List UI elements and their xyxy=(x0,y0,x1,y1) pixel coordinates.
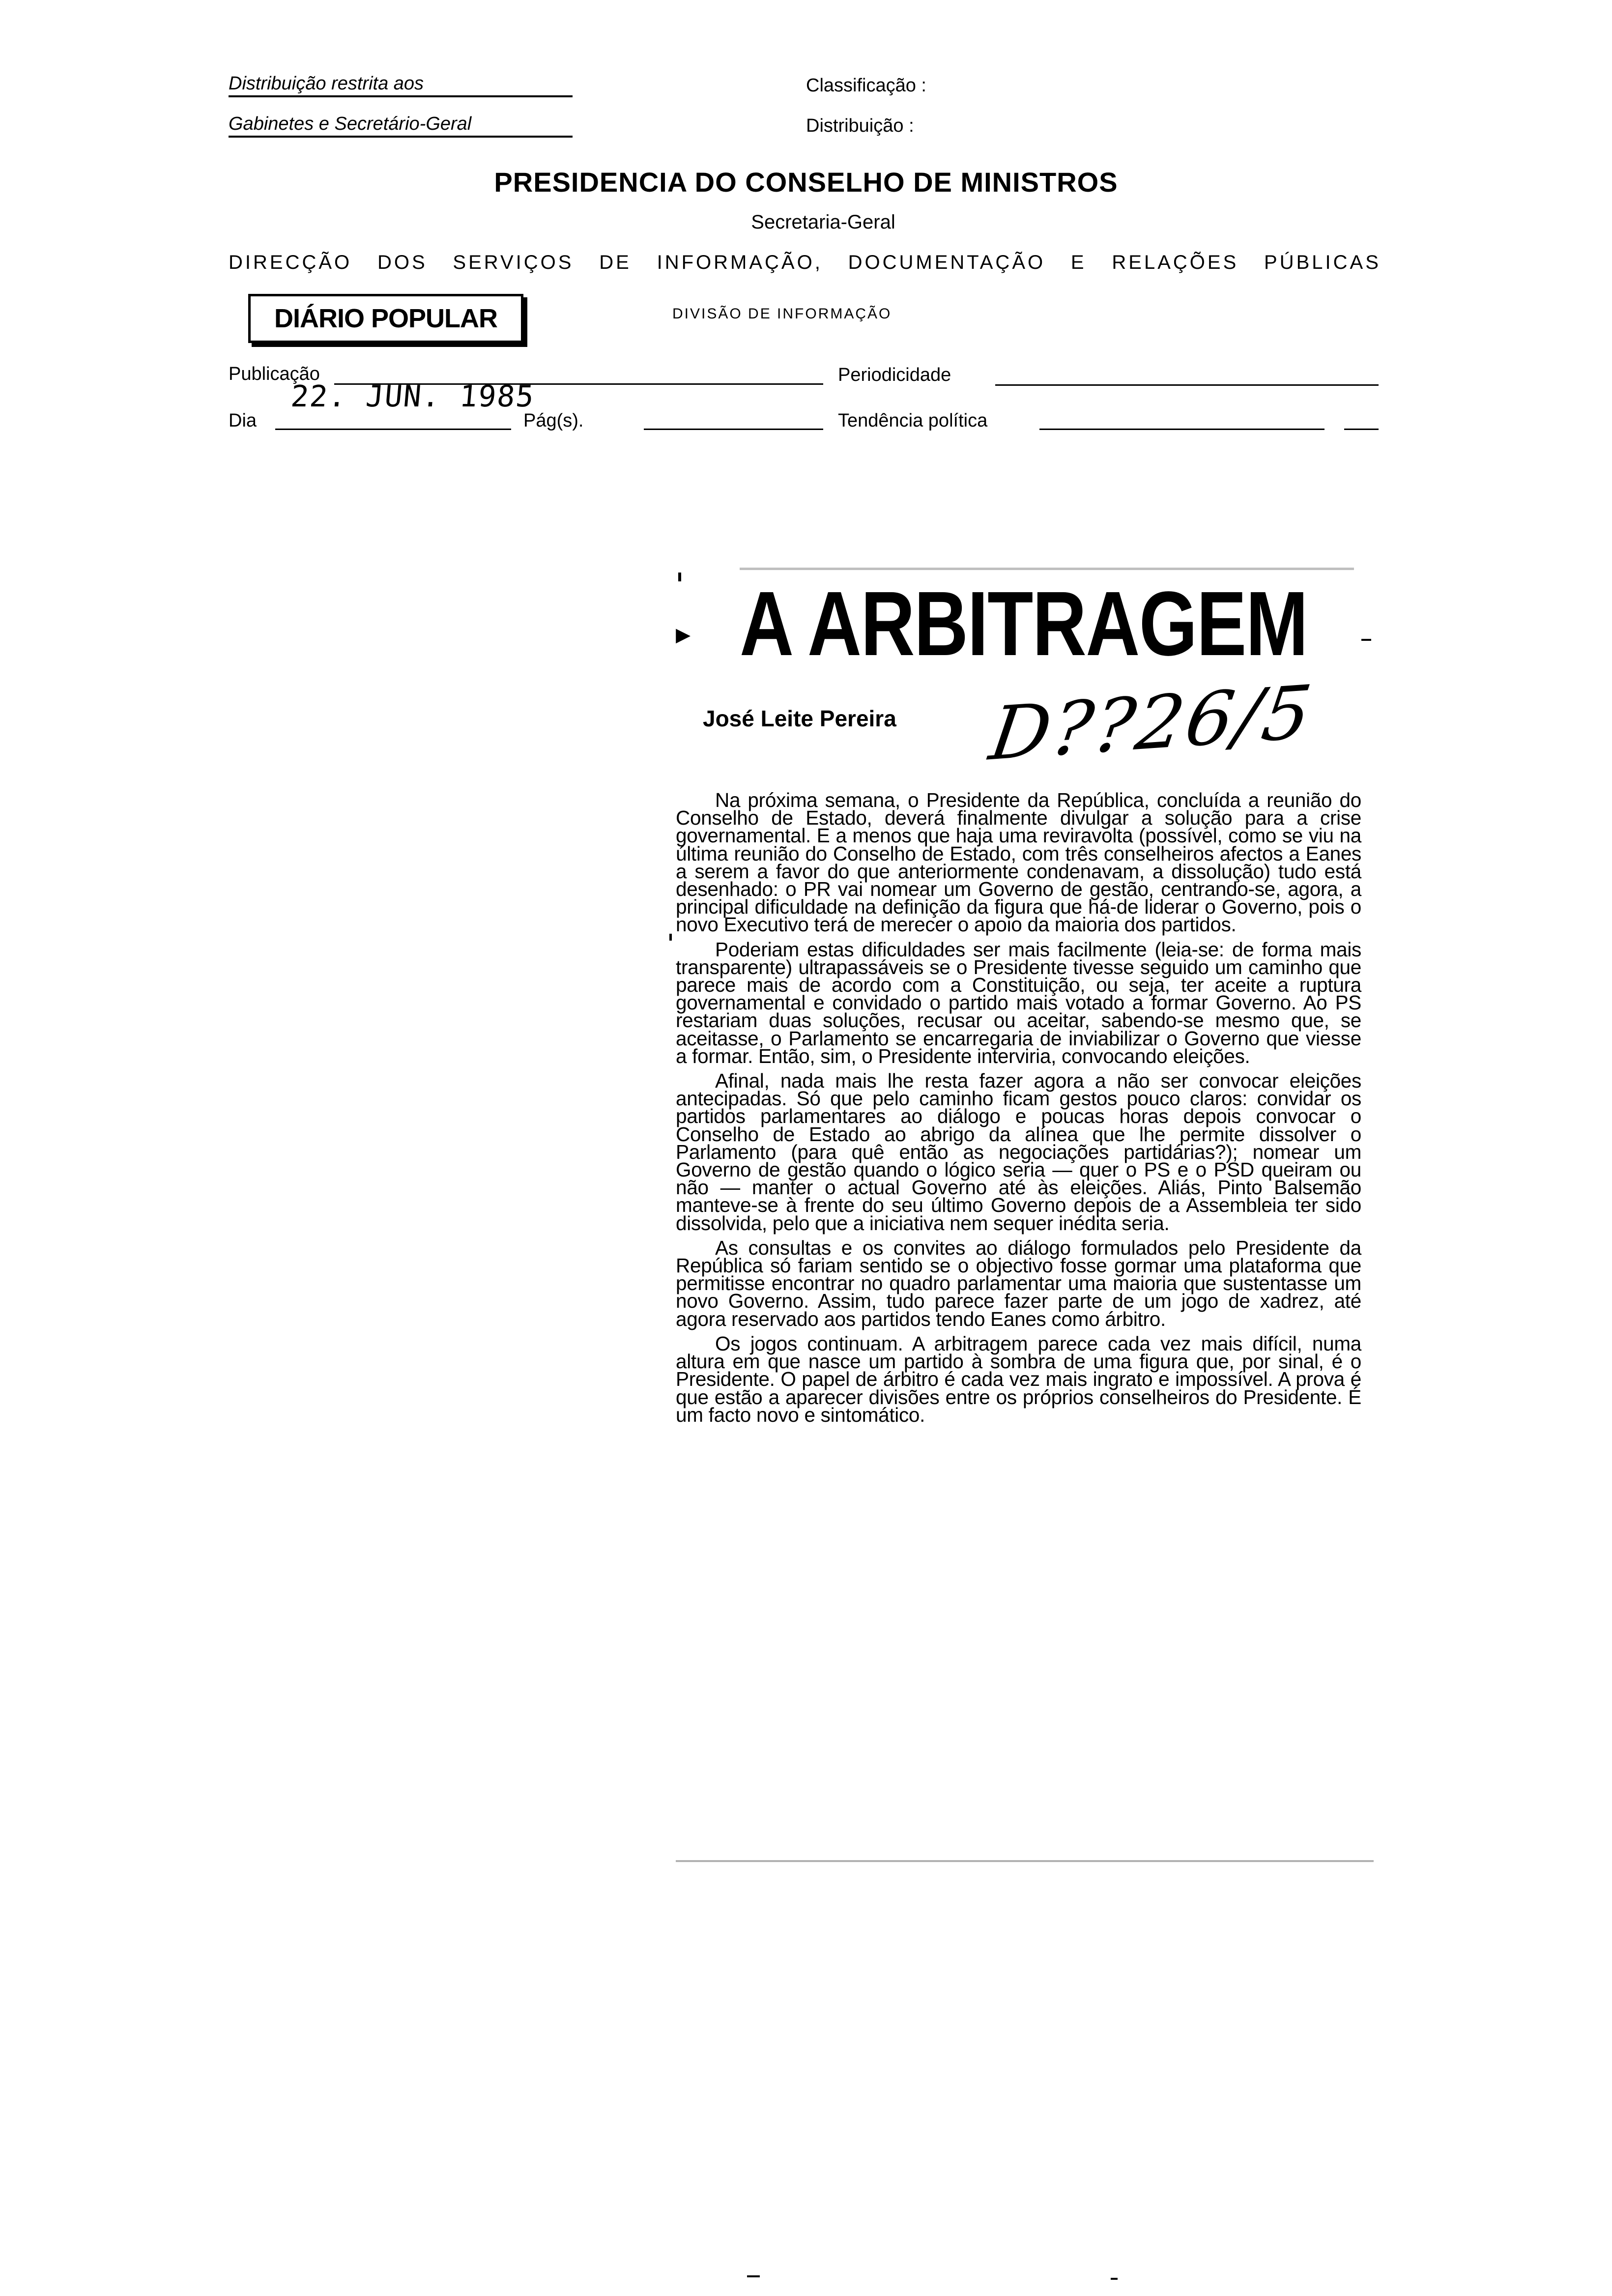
department-word: DE xyxy=(599,252,632,273)
article-paragraph: Os jogos continuam. A arbitragem parece cada vez mais difícil, numa altura em que nasce um partido à sombra de uma figura que, por sinal, é o Presidente. O papel de árbitro é cada vez mais ingrato e impossível. A prova é que estão a aparecer divisões entre os próprios conselheiros do Presidente. É um facto novo e sintomático. xyxy=(676,1332,1361,1426)
handwritten-date: 22. JUN. 1985 xyxy=(289,379,536,414)
division-label: DIVISÃO DE INFORMAÇÃO xyxy=(672,306,892,322)
clipping-bottom-edge xyxy=(676,1860,1374,1862)
clipping-mark: ▸ xyxy=(676,617,691,650)
scan-speck xyxy=(669,934,672,941)
article-paragraph: Poderiam estas dificuldades ser mais facilmente (leia-se: de forma mais transparente) ultrapassáveis se o Presidente tivesse seguido um caminho que parece mais de acordo com a Constituição, ou seja, ter aceite a ruptura governamental e convidado o partido mais votado a formar Governo. Ao PS restariam duas soluções, recusar ou aceitar, sabendo-se mesmo que, se aceitasse, o Parlamento se encarregaria de inviabilizar o Governo que viesse a formar. Então, sim, o Presidente interviria, convocando eleições. xyxy=(676,938,1361,1067)
department-word: PÚBLICAS xyxy=(1264,252,1381,273)
distribution-note-line1: Distribuição restrita aos xyxy=(229,73,573,97)
publication-stamp xyxy=(248,294,523,343)
clipping-top-edge xyxy=(740,568,1354,570)
handwritten-reference: D??26/5 xyxy=(984,669,1319,777)
department-word: E xyxy=(1070,252,1087,273)
department-word: DOCUMENTAÇÃO xyxy=(848,252,1046,273)
publication-stamp-text: DIÁRIO POPULAR xyxy=(274,304,498,333)
distribution-note-line2: Gabinetes e Secretário-Geral xyxy=(229,113,573,138)
department-word: INFORMAÇÃO, xyxy=(657,252,823,273)
scan-speck xyxy=(1361,639,1371,641)
scan-speck xyxy=(678,573,681,581)
article-body xyxy=(676,791,1361,1431)
pages-line xyxy=(644,429,823,430)
publication-label: Publicação xyxy=(229,364,320,384)
scan-speck xyxy=(747,2275,760,2277)
classification-label: Classificação : xyxy=(806,75,926,96)
headline: A ARBITRAGEM xyxy=(740,573,1308,675)
author-byline: José Leite Pereira xyxy=(703,706,896,731)
stamp-shadow-bottom xyxy=(252,343,527,347)
scan-speck xyxy=(1111,2278,1118,2280)
department-word: DIRECÇÃO xyxy=(229,252,352,273)
day-label: Dia xyxy=(229,410,257,431)
pages-label: Pág(s). xyxy=(523,410,584,431)
institution-title: PRESIDENCIA DO CONSELHO DE MINISTROS xyxy=(494,167,1118,198)
department-title xyxy=(229,252,1381,274)
article-paragraph: As consultas e os convites ao diálogo formulados pelo Presidente da República só fariam sentido se o objectivo fosse gormar uma plataforma que permitisse encontrar no quadro parlamentar uma maioria que sustentasse um novo Governo. Assim, tudo parece fazer parte de um jogo de xadrez, até agora reservado aos partidos tendo Eanes como árbitro. xyxy=(676,1236,1361,1330)
department-word: DOS xyxy=(377,252,428,273)
article-paragraph: Na próxima semana, o Presidente da República, concluída a reunião do Conselho de Estado, deverá finalmente divulgar a solução para a crise governamental. E a menos que haja uma reviravolta (possível, como se viu na última reunião do Conselho de Estado, com três conselheiros afectos a Eanes a serem a favor do que anteriormente condenavam, a dissolução) tudo está desenhado: o PR vai nomear um Governo de gestão, centrando-se, agora, a principal dificuldade na definição da figura que há-de liderar o Governo, pois o novo Executivo terá de merecer o apoio da maioria dos partidos. xyxy=(676,789,1361,936)
article-paragraph: Afinal, nada mais lhe resta fazer agora a não ser convocar eleições antecipadas. Só que pelo caminho ficam gestos pouco claros: convidar os partidos parlamentares ao diálogo e poucas horas depois convocar o Conselho de Estado ao abrigo da alínea que lhe permite dissolver o Parlamento (para quê então as negociações partidárias?); nomear um Governo de gestão quando o lógico seria — quer o PS e o PSD queiram ou não — manter o actual Governo até às eleições. Aliás, Pinto Balsemão manteve-se à frente do seu último Governo depois de a Assembleia ter sido dissolvida, pelo que a iniciativa nem sequer inédita seria. xyxy=(676,1069,1361,1234)
political-tendency-line-end xyxy=(1344,429,1379,430)
stamp-shadow-right xyxy=(523,297,527,346)
distribution-label: Distribuição : xyxy=(806,115,914,136)
political-tendency-line xyxy=(1039,429,1324,430)
day-line xyxy=(275,429,511,430)
department-word: RELAÇÕES xyxy=(1112,252,1239,273)
periodicity-label: Periodicidade xyxy=(838,365,951,385)
department-word: SERVIÇOS xyxy=(453,252,574,273)
periodicity-line xyxy=(995,384,1379,386)
secretariat-title: Secretaria-Geral xyxy=(751,211,895,233)
political-tendency-label: Tendência política xyxy=(838,410,988,431)
